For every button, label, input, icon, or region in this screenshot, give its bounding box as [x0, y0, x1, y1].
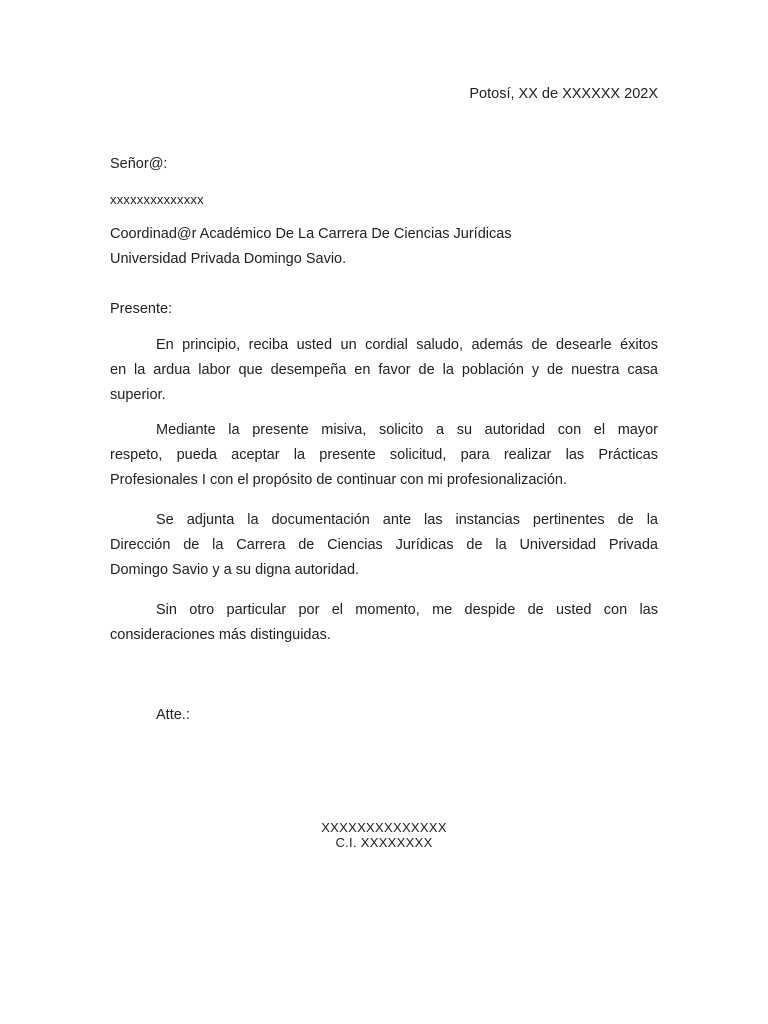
signature-block — [0, 820, 768, 850]
paragraph-line: Sin otro particular por el momento, me despide de usted con las — [156, 602, 658, 618]
salutation: Señor@: — [110, 156, 168, 172]
paragraph-line: consideraciones más distinguidas. — [110, 627, 331, 643]
paragraph-line: superior. — [110, 387, 166, 403]
paragraph-line: Profesionales I con el propósito de continuar con mi profesionalización. — [110, 472, 568, 488]
recipient-title: Coordinad@r Académico De La Carrera De Ciencias Jurídicas — [110, 226, 512, 242]
paragraph-line: Se adjunta la documentación ante las instancias pertinentes de la — [156, 512, 658, 528]
paragraph-line: En principio, reciba usted un cordial saludo, además de desearle éxitos — [156, 337, 658, 353]
signature-name: XXXXXXXXXXXXXX — [321, 820, 447, 835]
date-line: Potosí, XX de XXXXXX 202X — [469, 86, 658, 102]
recipient-name: xxxxxxxxxxxxxx — [110, 192, 204, 207]
presente-label: Presente: — [110, 301, 173, 317]
paragraph-line: respeto, pueda aceptar la presente solicitud, para realizar las Prácticas — [110, 447, 658, 463]
paragraph-line: Mediante la presente misiva, solicito a su autoridad con el mayor — [156, 422, 658, 438]
closing: Atte.: — [156, 707, 190, 723]
signature-id-number: C.I. XXXXXXXX — [335, 835, 433, 850]
body-paragraph — [110, 598, 658, 648]
paragraph-line: en la ardua labor que desempeña en favor de la población y de nuestra casa — [110, 362, 658, 378]
recipient-organization: Universidad Privada Domingo Savio. — [110, 251, 347, 267]
paragraph-line: Domingo Savio y a su digna autoridad. — [110, 562, 360, 578]
body-paragraph — [110, 418, 658, 493]
paragraph-line: Dirección de la Carrera de Ciencias Jurídicas de la Universidad Privada — [110, 537, 658, 553]
body-paragraph — [110, 508, 658, 583]
body-paragraph — [110, 333, 658, 408]
